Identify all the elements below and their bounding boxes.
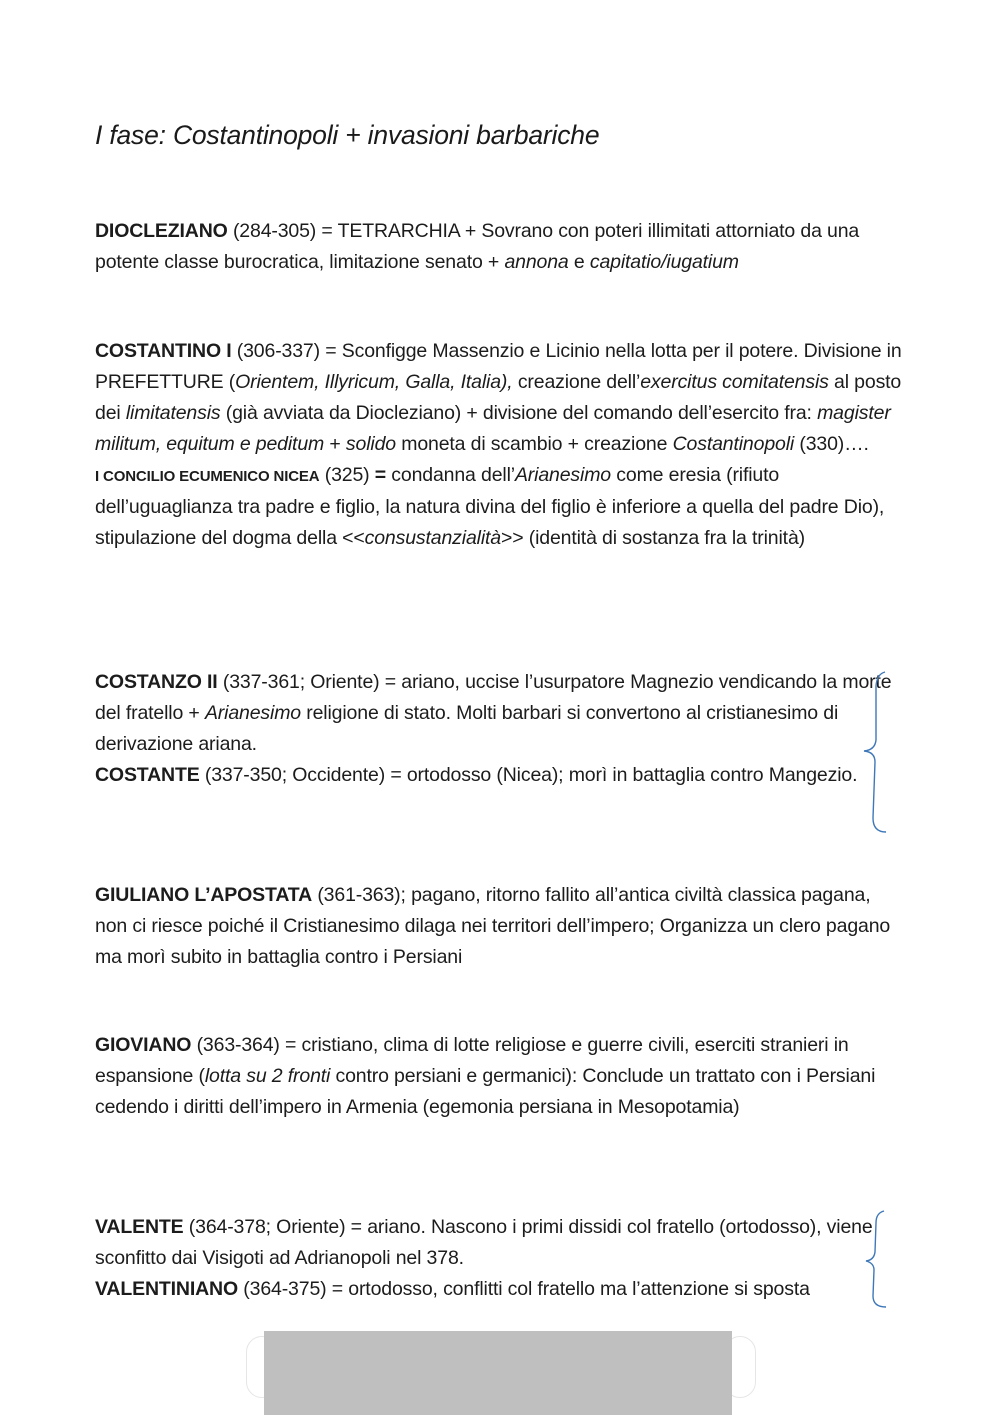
text: (330)…. [794, 433, 869, 455]
brace-annotation-valente [860, 1208, 896, 1314]
bottom-overlay-panel [264, 1331, 732, 1415]
italic-term: annona [504, 251, 569, 273]
text: (284-305) = TETRARCHIA + Sovrano con poteri illimitati attorniato da una potente classe burocratica, limitazione senato + [95, 220, 860, 273]
text: (337-350; Occidente) = ortodosso (Nicea); morì in battaglia contro Mangezio. [199, 764, 858, 786]
text: (337-361; Oriente) = ariano, uccise l’usurpatore Magnezio vendicando la morte del fratello + [95, 671, 892, 724]
text: contro persiani e germanici): Conclude un trattato con i Persiani cedendo i diritti dell’impero in Armenia (egemonia persiana in Mesopotamia) [95, 1065, 876, 1118]
emperor-name: COSTANZO II [95, 671, 218, 693]
text: + [324, 433, 346, 455]
italic-term: Orientem, Illyricum, Galla, Italia), [235, 371, 513, 393]
text: e [568, 251, 590, 273]
italic-term: lotta su 2 fronti [204, 1065, 331, 1087]
italic-term: exercitus comitatensis [640, 371, 829, 393]
text: (364-375) = ortodosso, conflitti col fratello ma l’attenzione si sposta [238, 1278, 810, 1300]
paragraph-valente-valentiniano [95, 1212, 905, 1305]
italic-term: solido [345, 433, 396, 455]
text: (363-364) = cristiano, clima di lotte religiose e guerre civili, eserciti stranieri in espansione ( [95, 1034, 849, 1087]
text: (306-337) = Sconfigge Massenzio e Licinio nella lotta per il potere. Divisione in PREFETTURE ( [95, 340, 902, 393]
text: al posto dei [95, 371, 902, 424]
text: >> (identità di sostanza fra la trinità) [501, 527, 805, 549]
italic-term: limitatensis [125, 402, 221, 424]
text: moneta di scambio + creazione [395, 433, 673, 455]
text: condanna dell’ [386, 464, 515, 486]
text: religione di stato. Molti barbari si convertono al cristianesimo di derivazione ariana. [95, 702, 839, 755]
page-title: I fase: Costantinopoli + invasioni barbariche [95, 120, 600, 150]
emperor-name: GIULIANO L’APOSTATA [95, 884, 313, 906]
emperor-name: VALENTE [95, 1216, 184, 1238]
paragraph-gioviano [95, 1030, 905, 1123]
italic-term: capitatio/iugatium [589, 251, 739, 273]
emperor-name: COSTANTINO I [95, 340, 232, 362]
italic-term: Costantinopoli [672, 433, 795, 455]
paragraph-costantino [95, 336, 905, 554]
text: (325) [319, 464, 375, 486]
text: (361-363); pagano, ritorno fallito all’antica civiltà classica pagana, non ci riesce poiché il Cristianesimo dilaga nei territori dell’impero; Organizza un clero pagano ma morì subito in battaglia contro i Persiani [95, 884, 891, 968]
emperor-name: DIOCLEZIANO [95, 220, 228, 242]
equals-sign: = [374, 464, 387, 486]
text: creazione dell’ [512, 371, 641, 393]
italic-term: consustanzialità [364, 527, 501, 549]
italic-term: magister militum, equitum e peditum [95, 402, 891, 455]
emperor-name: GIOVIANO [95, 1034, 192, 1056]
council-name: I CONCILIO ECUMENICO NICEA [95, 468, 320, 485]
paragraph-costanzo-costante [95, 667, 905, 791]
text: come eresia (rifiuto dell’uguaglianza tra padre e figlio, la natura divina del figlio è inferiore a quella del padre Dio), stipulazione del dogma della << [95, 464, 885, 549]
italic-term: Arianesimo [204, 702, 301, 724]
emperor-name: VALENTINIANO [95, 1278, 239, 1300]
paragraph-giuliano [95, 880, 905, 973]
paragraph-diocleziano [95, 216, 905, 278]
text: (364-378; Oriente) = ariano. Nascono i primi dissidi col fratello (ortodosso), viene sconfitto dai Visigoti ad Adrianopoli nel 378. [95, 1216, 873, 1269]
italic-term: Arianesimo [514, 464, 611, 486]
brace-annotation-costanzo [855, 668, 895, 838]
emperor-name: COSTANTE [95, 764, 200, 786]
text: (già avviata da Diocleziano) + divisione del comando dell’esercito fra: [220, 402, 818, 424]
